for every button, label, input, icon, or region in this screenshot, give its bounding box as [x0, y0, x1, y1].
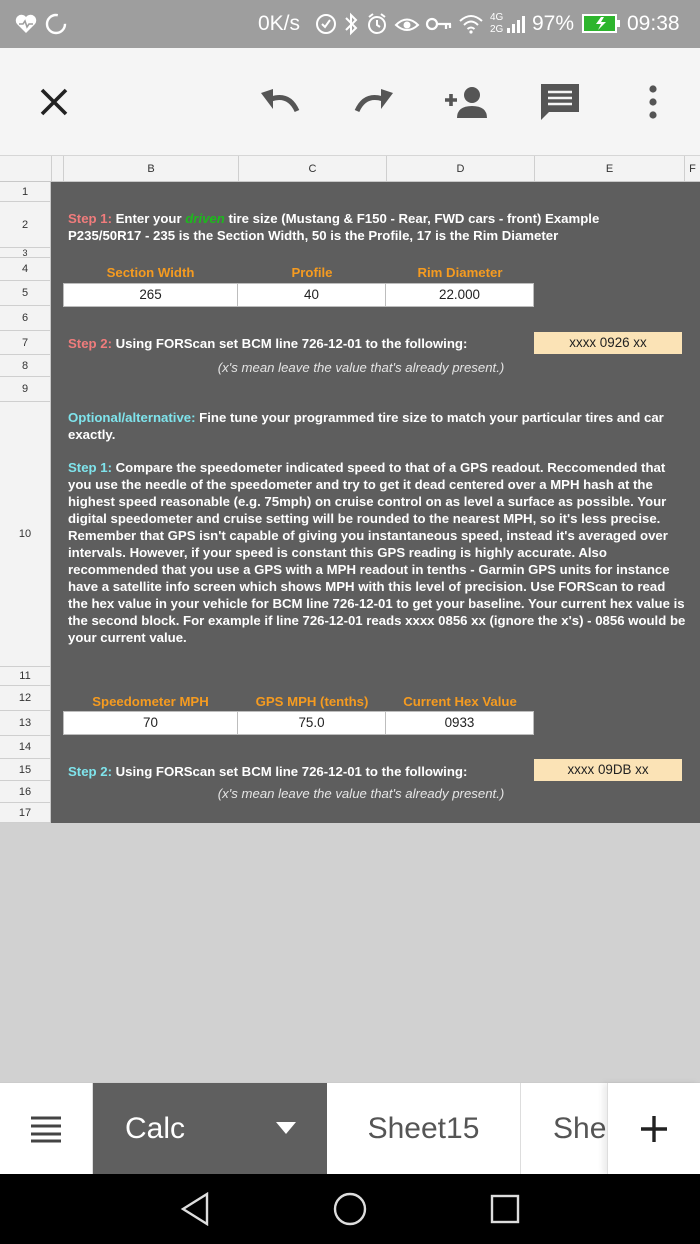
close-icon [39, 87, 69, 117]
row-header[interactable]: 9 [0, 377, 50, 402]
recents-icon [489, 1193, 521, 1225]
tab-sheet-partial[interactable] [521, 1083, 607, 1175]
step2b-note: (x's mean leave the value that's already present.) [217, 786, 505, 801]
share-add-person-button[interactable] [434, 48, 498, 156]
sheet-tab-bar [0, 1082, 700, 1174]
step2-instructions[interactable]: Step 2: Using FORScan set BCM line 726-12-01 to the following: [68, 336, 468, 351]
row-header[interactable]: 17 [0, 803, 50, 823]
undo-icon [257, 87, 303, 117]
row-header[interactable]: 14 [0, 736, 50, 759]
step1-instructions[interactable]: Step 1: Enter your driven tire size (Mustang & F150 - Rear, FWD cars - front) Example P235/50R17 - 235 is the Section Width, 50 is the Profile, 17 is the Rim Diameter [68, 211, 600, 243]
step2-calibration-instructions[interactable]: Step 2: Using FORScan set BCM line 726-12-01 to the following: [68, 764, 468, 779]
tab-sheet15-label: Sheet15 [367, 1112, 480, 1145]
step2-note: (x's mean leave the value that's already present.) [217, 360, 505, 375]
row-header[interactable]: 5 [0, 281, 50, 306]
row-header[interactable]: 6 [0, 306, 50, 331]
profile-cell[interactable]: 40 [237, 283, 386, 307]
tab-calc-label: Calc [125, 1112, 186, 1145]
tab-sheet15[interactable] [327, 1083, 521, 1175]
bcm-new-hex-value-cell[interactable]: xxxx 09DB xx [534, 759, 682, 781]
tab-calc[interactable] [93, 1083, 327, 1175]
section-width-cell[interactable]: 265 [63, 283, 238, 307]
status-bar [0, 0, 700, 48]
row-header[interactable]: 8 [0, 355, 50, 377]
share-add-person-icon [443, 85, 489, 119]
close-button[interactable] [20, 48, 88, 156]
column-header[interactable]: D [386, 156, 534, 181]
column-header-a[interactable] [51, 156, 63, 181]
add-sheet-button[interactable] [607, 1083, 700, 1175]
row-header[interactable]: 12 [0, 686, 50, 711]
current-hex-cell[interactable]: 0933 [385, 711, 534, 735]
row-header[interactable]: 2 [0, 202, 50, 248]
row-header-column [0, 182, 51, 823]
comment-icon [539, 82, 581, 122]
home-button[interactable] [315, 1174, 385, 1244]
speedometer-mph-cell[interactable]: 70 [63, 711, 238, 735]
network-type: 4G [490, 12, 504, 23]
sheet-list-button[interactable] [0, 1083, 93, 1175]
optional-instructions[interactable]: Optional/alternative: Fine tune your programmed tire size to match your particular tires and car exactly. [68, 410, 664, 442]
column-header-row [0, 156, 700, 182]
row-header[interactable]: 10 [0, 402, 50, 667]
back-icon [180, 1192, 210, 1226]
undo-button[interactable] [248, 48, 312, 156]
dropdown-arrow-icon[interactable] [275, 1121, 297, 1135]
rim-diameter-header: Rim Diameter [417, 265, 503, 280]
rim-diameter-cell[interactable]: 22.000 [385, 283, 534, 307]
column-header[interactable]: F [684, 156, 700, 181]
column-header[interactable]: E [534, 156, 684, 181]
row-header[interactable]: 11 [0, 667, 50, 686]
more-vert-icon [648, 85, 658, 119]
more-options-button[interactable] [628, 48, 678, 156]
network-speed: 0K/s [258, 12, 301, 35]
spreadsheet-grid[interactable] [51, 182, 700, 823]
back-button[interactable] [160, 1174, 230, 1244]
battery-percent: 97% [532, 12, 575, 35]
comment-button[interactable] [528, 48, 592, 156]
home-icon [332, 1191, 368, 1227]
row-header[interactable]: 15 [0, 759, 50, 781]
recents-button[interactable] [470, 1174, 540, 1244]
app-toolbar [0, 48, 700, 156]
row-header[interactable]: 13 [0, 711, 50, 736]
gps-mph-cell[interactable]: 75.0 [237, 711, 386, 735]
row-header[interactable]: 7 [0, 331, 50, 355]
profile-header: Profile [291, 265, 333, 280]
column-header[interactable]: C [238, 156, 386, 181]
row-header[interactable]: 1 [0, 182, 50, 202]
section-width-header: Section Width [106, 265, 195, 280]
column-header[interactable]: B [63, 156, 238, 181]
speedometer-mph-header: Speedometer MPH [92, 694, 209, 709]
clock-time: 09:38 [627, 12, 680, 35]
navigation-bar [0, 1174, 700, 1244]
current-hex-header: Current Hex Value [403, 694, 517, 709]
network-type-sub: 2G [490, 24, 504, 35]
bcm-hex-value-cell[interactable]: xxxx 0926 xx [534, 332, 682, 354]
row-header[interactable]: 16 [0, 781, 50, 803]
step1-calibration-instructions[interactable]: Step 1: Compare the speedometer indicated speed to that of a GPS readout. Reccomended that you use the needle of the speedometer and try to get it dead centered over a MPH hash at the highest speed reasonable (e.g. 75mph) on cruise control on as level a surface as possible. Your digital speedometer and cruise setting will be rounded to the nearest MPH, so it's less precise. Remember that GPS isn't capable of giving you instantaneous speed, instead it's averaged over intervals. However, if your speed is constant this GPS reading is highly accurate. Also recommended that you use a GPS with a MPH readout in tenths - Garmin GPS units for instance have a satellite info screen which shows MPH with this level of precision. Use FORScan to read the hex value in your vehicle for BCM line 726-12-01 to get your baseline. Your current hex value is the second block. For example if line 726-12-01 reads xxxx 0856 xx (ignore the x's) - 0856 would be your current value. [68, 460, 686, 645]
add-icon [639, 1114, 669, 1144]
tab-sheet-partial-label: She [553, 1112, 607, 1145]
gps-mph-header: GPS MPH (tenths) [255, 694, 369, 709]
row-header[interactable]: 4 [0, 258, 50, 281]
menu-icon [30, 1115, 62, 1143]
redo-button[interactable] [342, 48, 406, 156]
row-header[interactable]: 3 [0, 248, 50, 258]
redo-icon [351, 87, 397, 117]
